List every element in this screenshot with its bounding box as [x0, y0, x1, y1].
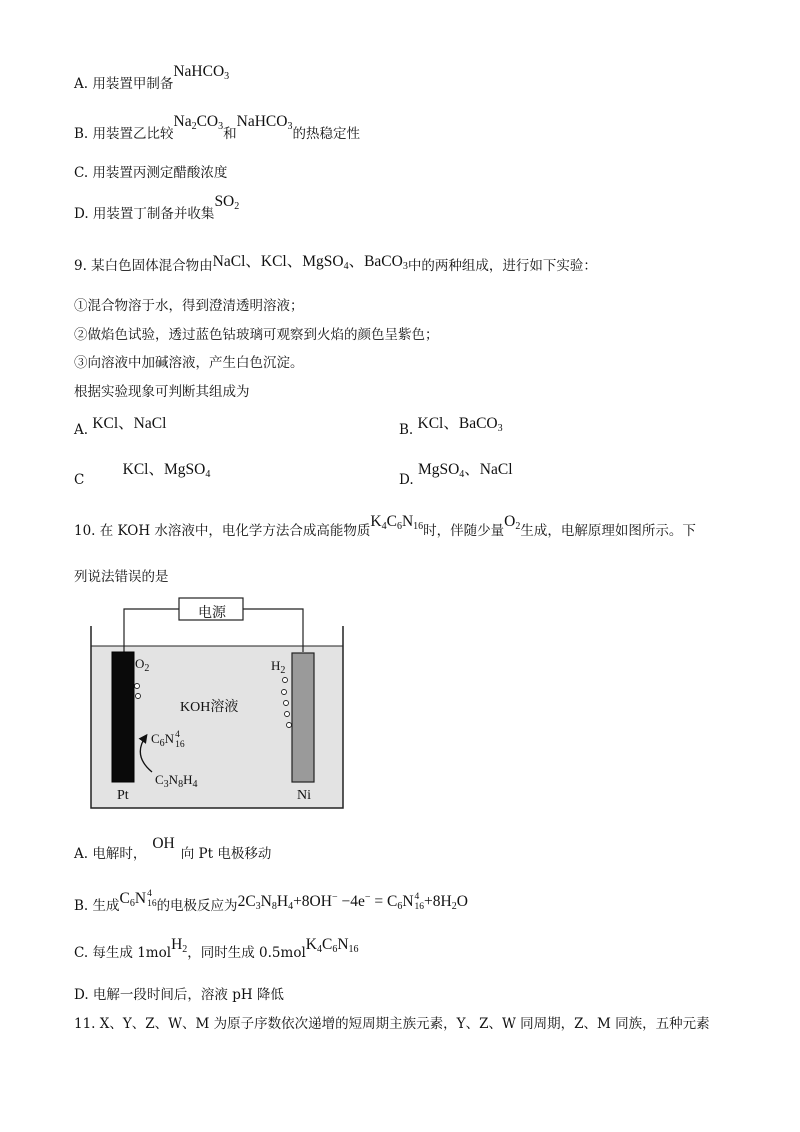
q10-a-formula: OH	[152, 835, 175, 852]
q10-option-c: C. 每生成 1molH$_2$，同时生成 $0.5molK_4C_6N_{16}$	[74, 936, 359, 961]
q8-d-text: D. 用装置丁制备并收集	[74, 206, 215, 222]
h2-bubble	[285, 712, 290, 717]
ni-electrode	[292, 653, 314, 782]
q9-option-a: A. KCl、NaCl	[74, 415, 167, 438]
ni-label: Ni	[297, 788, 311, 803]
q8-b-text: B. 用装置乙比较	[74, 126, 174, 142]
q9-step-2: ②做焰色试验，透过蓝色钴玻璃可观察到火焰的颜色呈紫色；	[74, 327, 439, 343]
q8-a-formula: NaHCO$_3$	[173, 63, 230, 82]
q9-option-b: B. KCl、BaCO$_3$	[399, 415, 503, 438]
q8-d-formula: $SO_2$	[214, 193, 240, 212]
q11-stem: 11. X、Y、Z、W、M 为原子序数依次递增的短周期主族元素，Y、Z、W 同周期，Z、M 同族，五种元素	[74, 1016, 710, 1032]
o2-bubble	[135, 684, 140, 689]
pt-label: Pt	[117, 788, 129, 803]
h2-bubble	[282, 690, 287, 695]
q8-option-c: C. 用装置丙测定醋酸浓度	[74, 165, 228, 181]
q8-option-b: B. 用装置乙比较$Na_2CO_3$和NaHCO$_3$的热稳定性	[74, 113, 360, 142]
q10-c-h2: $H_2$	[171, 936, 188, 955]
q10-option-d: D. 电解一段时间后，溶液 pH 降低	[74, 987, 284, 1003]
q8-b-formula-1: $Na_2CO_3$	[173, 113, 224, 132]
q9-stem: 9. 某白色固体混合物由NaCl、KCl、MgSO$_4$、BaCO$_3$中的两种组成，进行如下实验：	[74, 253, 597, 274]
q8-b-formula-2: NaHCO$_3$	[236, 113, 293, 132]
q10-stem: 10. 在 KOH 水溶液中，电化学方法合成高能物质$K_4C_6N_{16}$时，伴随少量$O_2$生成，电解原理如图所示。下	[74, 513, 696, 539]
koh-solution-label: KOH溶液	[180, 700, 239, 715]
q9-option-c: C KCl、MgSO$_4$	[74, 461, 211, 488]
q9-conclusion: 根据实验现象可判断其组成为	[74, 384, 250, 400]
q9-step-3: ③向溶液中加碱溶液，产生白色沉淀。	[74, 355, 304, 371]
power-supply-label: 电源	[198, 605, 226, 621]
q10-option-b: B. 生成$C_6N$ 4 16 的电极反应为$2C_3N_8H_4+8OH^- -4e^- = C_6N$ 4 16 $+8H_2O$	[74, 889, 468, 914]
q9-option-c-formula: KCl、MgSO$_4$	[122, 461, 211, 480]
q9-option-d-formula: MgSO$_4$、NaCl	[417, 461, 513, 480]
reactant-label: $C_3N_8H_4$	[155, 772, 198, 790]
h2-bubble	[283, 678, 288, 683]
h2-label: $H_2$	[271, 658, 286, 676]
q9-step-1: ①混合物溶于水，得到澄清透明溶液；	[74, 298, 304, 314]
q10-b-equation: $2C_3N_8H_4+8OH^- -4e^- = C_6N$ 4 16 $+8H_2O$	[237, 892, 468, 913]
q9-option-b-formula: KCl、BaCO$_3$	[417, 415, 503, 434]
q9-option-a-formula: KCl、NaCl	[92, 415, 167, 432]
electrolysis-diagram	[88, 596, 348, 810]
q9-option-d: D. MgSO$_4$、NaCl	[399, 461, 513, 488]
q8-a-text: A. 用装置甲制备	[74, 76, 174, 92]
h2-bubble	[284, 701, 289, 706]
q10-c-formula: $K_4C_6N_{16}$	[305, 936, 359, 955]
q10-stem-line2: 列说法错误的是	[74, 569, 169, 585]
h2-bubble	[287, 723, 292, 728]
o2-bubble	[136, 694, 141, 699]
q9-stem-formulas: NaCl、KCl、MgSO$_4$、BaCO$_3$	[212, 253, 408, 272]
q10-b-formula: $C_6N$ 4 16	[119, 889, 157, 910]
q10-stem-o2: $O_2$	[504, 513, 521, 532]
pt-electrode	[112, 652, 134, 782]
q8-option-d	[74, 193, 240, 227]
product-label: $C_6N$ 4 16	[151, 730, 185, 750]
o2-label: $O_2$	[135, 656, 150, 674]
q8-option-a	[74, 63, 230, 97]
q10-option-a: A. 电解时，OH向 Pt 电极移动	[74, 835, 272, 862]
q10-stem-formula: $K_4C_6N_{16}$	[370, 513, 424, 532]
